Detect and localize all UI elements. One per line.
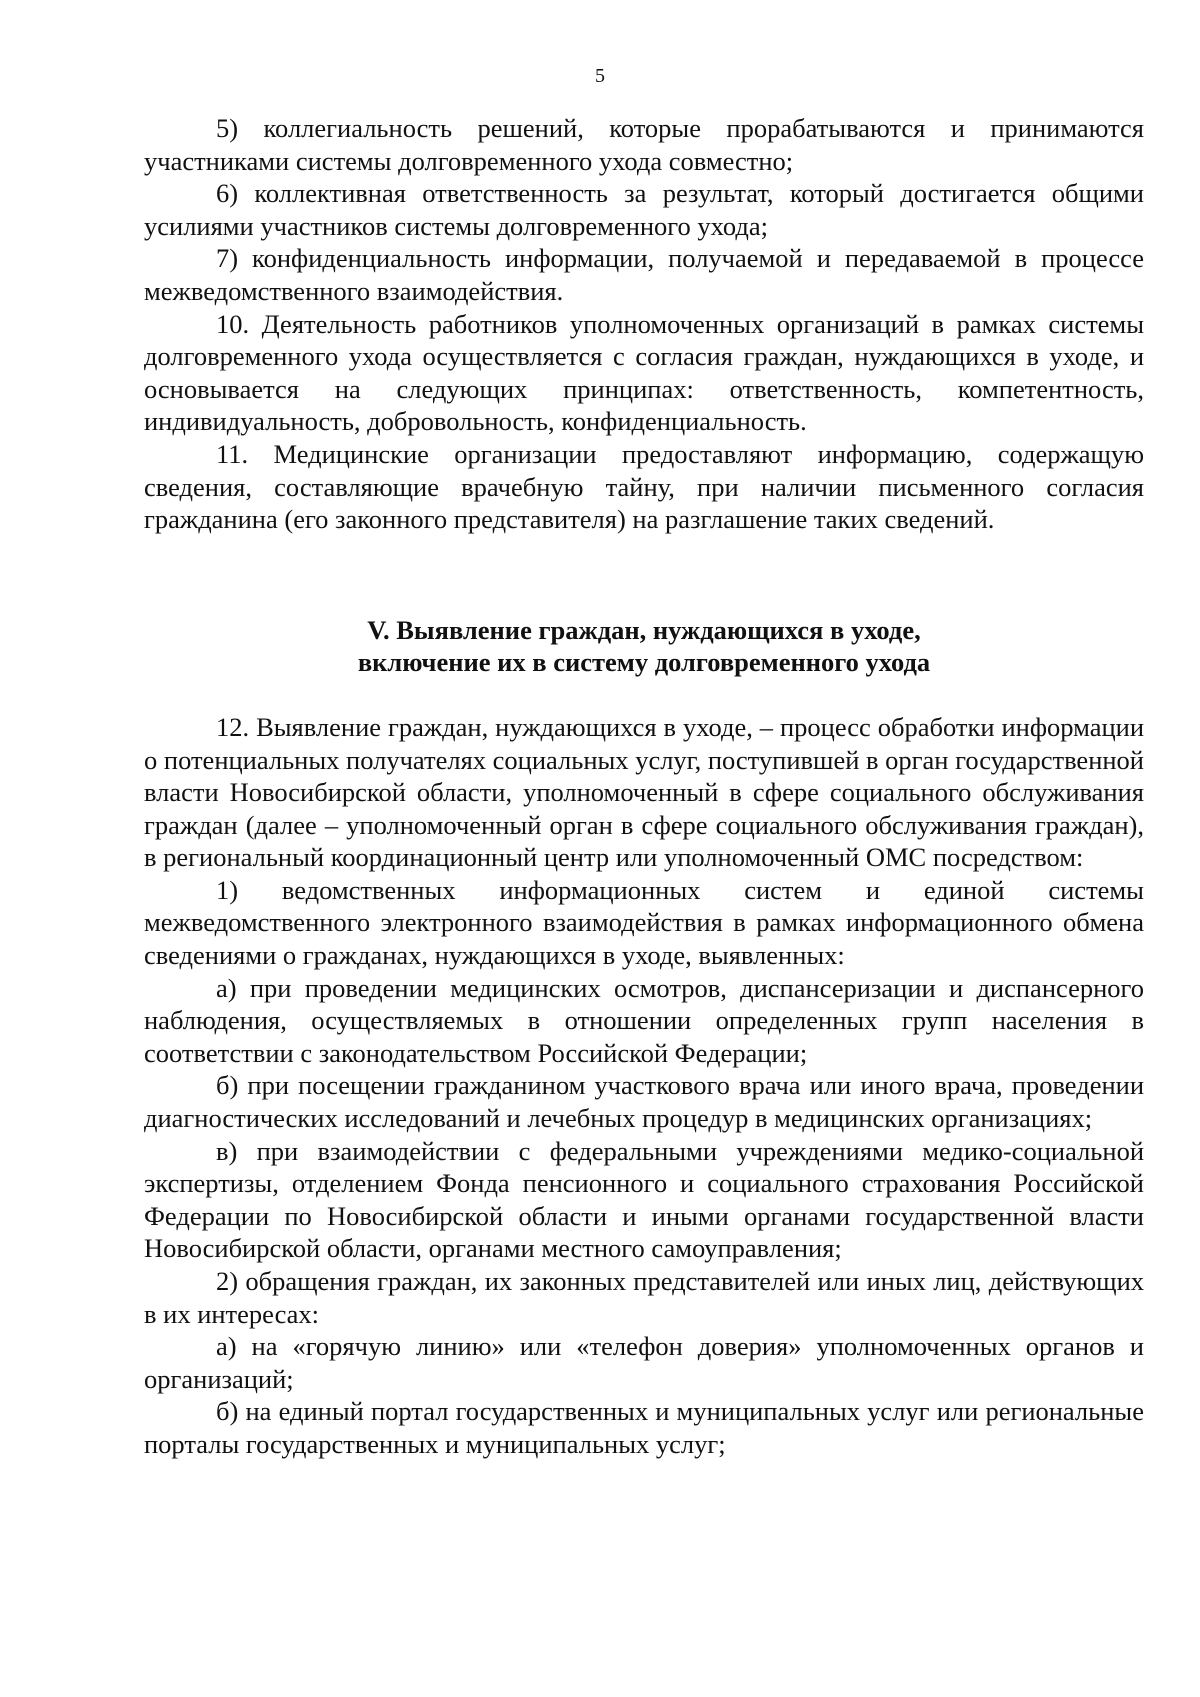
page-number: 5 (595, 65, 605, 87)
section-heading-line-2: включение их в систему долговременного ухода (357, 647, 931, 678)
paragraph-subitem-2: 2) обращения граждан, их законных представителей или иных лиц, действующих в их интересах: (144, 1266, 1144, 1329)
paragraph-subitem-1a: а) при проведении медицинских осмотров, диспансеризации и диспансерного наблюдения, осуществляемых в отношении определенных групп населения в соответствии с законодательством Российской Федерации; (144, 972, 1144, 1068)
heading-spacer (144, 679, 1144, 711)
section-heading-line-1: V. Выявление граждан, нуждающихся в уходе, (367, 614, 921, 645)
section-spacer (144, 536, 1144, 614)
paragraph-item-6: 6) коллективная ответственность за результат, который достигается общими усилиями участников системы долговременного ухода; (144, 178, 1144, 241)
paragraph-subitem-2b: б) на единый портал государственных и муниципальных услуг или региональные порталы государственных и муниципальных услуг; (144, 1396, 1144, 1459)
paragraph-clause-12: 12. Выявление граждан, нуждающихся в уходе, – процесс обработки информации о потенциальных получателях социальных услуг, поступившей в орган государственной власти Новосибирской области, уполномоченный в сфере социального обслуживания граждан (далее – уполномоченный орган в сфере социального обслуживания граждан), в региональный координационный центр или уполномоченный ОМС посредством: (144, 711, 1144, 873)
paragraph-item-7: 7) конфиденциальность информации, получаемой и передаваемой в процессе межведомственного взаимодействия. (144, 243, 1144, 306)
paragraph-subitem-2a: а) на «горячую линию» или «телефон доверия» уполномоченных органов и организаций; (144, 1331, 1144, 1394)
paragraph-subitem-1v: в) при взаимодействии с федеральными учреждениями медико-социальной экспертизы, отделением Фонда пенсионного и социального страхования Российской Федерации по Новосибирской области и иными органами государственной власти Новосибирской области, органами местного самоуправления; (144, 1135, 1144, 1264)
paragraph-item-5: 5) коллегиальность решений, которые прорабатываются и принимаются участниками системы долговременного ухода совместно; (144, 113, 1144, 176)
document-body (144, 112, 1144, 1461)
paragraph-clause-11: 11. Медицинские организации предоставляют информацию, содержащую сведения, составляющие врачебную тайну, при наличии письменного согласия гражданина (его законного представителя) на разглашение таких сведений. (144, 438, 1144, 535)
paragraph-subitem-1b: б) при посещении гражданином участкового врача или иного врача, проведении диагностических исследований и лечебных процедур в медицинских организациях; (144, 1070, 1144, 1134)
paragraph-clause-10: 10. Деятельность работников уполномоченных организаций в рамках системы долговременного ухода осуществляется с согласия граждан, нуждающихся в уходе, и основывается на следующих принципах: ответственность, компетентность, индивидуальность, добровольность, конфиденциальность. (144, 308, 1144, 437)
paragraph-subitem-1: 1) ведомственных информационных систем и единой системы межведомственного электронного взаимодействия в рамках информационного обмена сведениями о гражданах, нуждающихся в уходе, выявленных: (144, 874, 1144, 971)
